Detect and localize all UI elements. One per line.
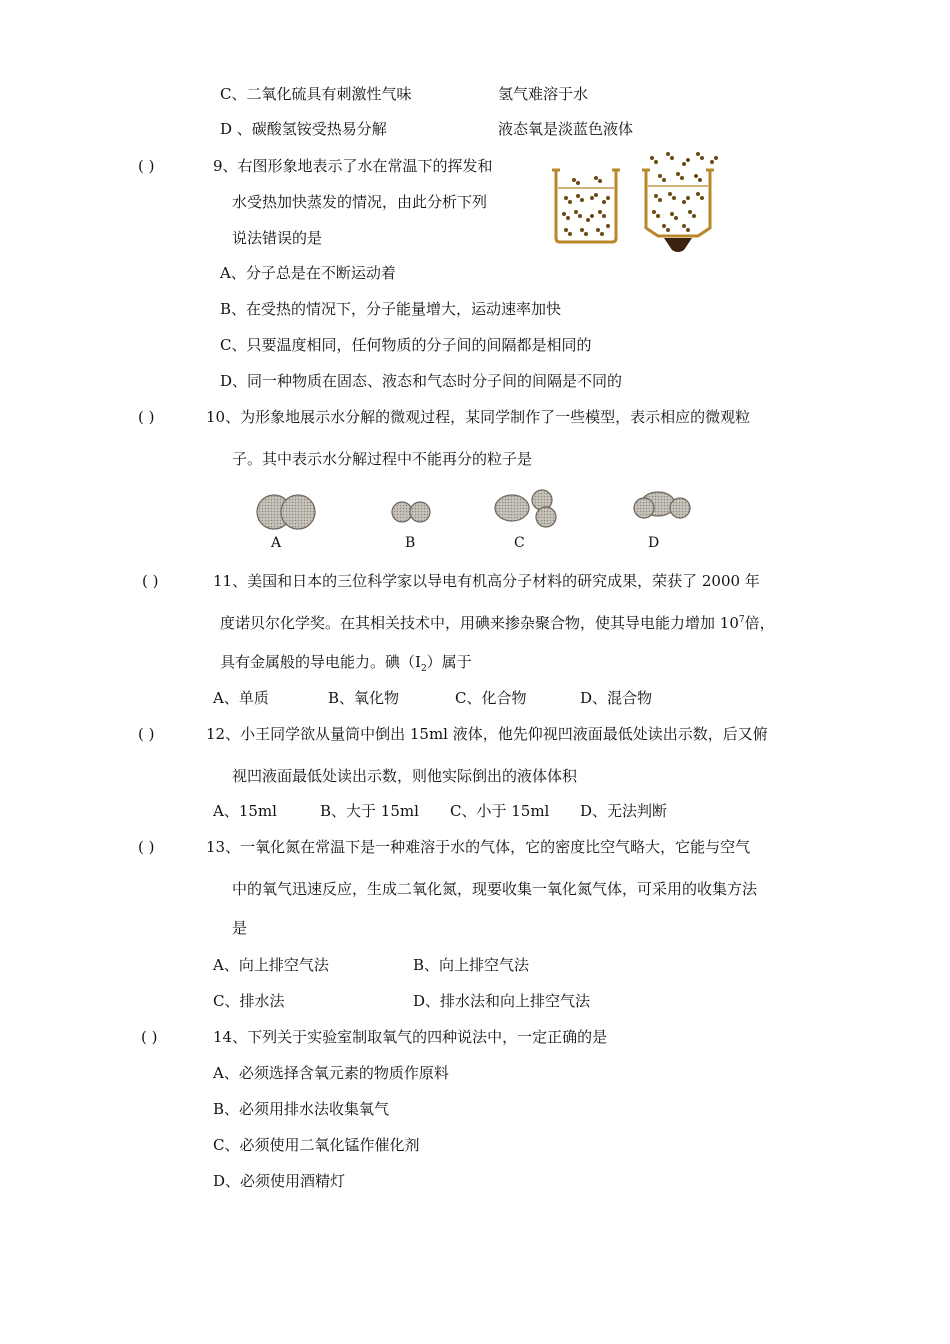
heater-flame xyxy=(664,238,692,252)
q13-option-b: B、向上排空气法 xyxy=(413,956,530,974)
q14-answer-blank: ( ) xyxy=(141,1028,158,1046)
q11-stem-line2: 度诺贝尔化学奖。在其相关技术中，用碘来掺杂聚合物，使其导电能力增加 $10^7$倍， xyxy=(220,614,775,632)
beaker-heated xyxy=(642,170,714,236)
q9-answer-blank: ( ) xyxy=(138,157,155,175)
q14-option-c: C、必须使用二氧化锰作催化剂 xyxy=(213,1136,420,1154)
model-label-d: D xyxy=(648,535,660,551)
q8-option-c-right: 氢气难溶于水 xyxy=(498,85,589,103)
model-c xyxy=(495,490,556,527)
q11-option-a: A、单质 xyxy=(213,689,269,707)
q12-option-a: A、15ml xyxy=(213,802,277,820)
q11-answer-blank: ( ) xyxy=(142,572,159,590)
q9-option-b: B、在受热的情况下，分子能量增大，运动速率加快 xyxy=(220,300,562,318)
model-label-a: A xyxy=(271,535,282,551)
q12-stem-line2: 视凹液面最低处读出示数，则他实际倒出的液体体积 xyxy=(232,767,578,785)
q13-option-a: A、向上排空气法 xyxy=(213,956,329,974)
q9-stem-line1: 9、右图形象地表示了水在常温下的挥发和 xyxy=(213,157,493,175)
q12-answer-blank: ( ) xyxy=(138,725,155,743)
q8-option-d-right: 液态氧是淡蓝色液体 xyxy=(498,120,634,138)
q14-option-d: D、必须使用酒精灯 xyxy=(213,1172,346,1190)
particle-models-figure xyxy=(240,480,710,530)
model-label-b: B xyxy=(405,535,416,551)
q10-stem-line1: 10、为形象地展示水分解的微观过程，某同学制作了一些模型，表示相应的微观粒 xyxy=(206,408,751,426)
model-a xyxy=(257,495,315,529)
q14-stem-line1: 14、下列关于实验室制取氧气的四种说法中，一定正确的是 xyxy=(213,1028,608,1046)
q11-option-b: B、氧化物 xyxy=(328,689,400,707)
q10-stem-line2: 子。其中表示水分解过程中不能再分的粒子是 xyxy=(232,450,533,468)
q13-option-d: D、排水法和向上排空气法 xyxy=(413,992,591,1010)
beaker-room-temp xyxy=(552,170,620,242)
q14-option-b: B、必须用排水法收集氧气 xyxy=(213,1100,390,1118)
q12-option-b: B、大于 15ml xyxy=(320,802,419,820)
q14-option-a: A、必须选择含氧元素的物质作原料 xyxy=(213,1064,449,1082)
q11-stem-line3: 具有金属般的导电能力。碘$(I_2)$属于 xyxy=(220,653,472,674)
q13-stem-line3: 是 xyxy=(232,919,248,937)
model-b xyxy=(392,502,430,522)
q13-stem-line1: 13、一氧化氮在常温下是一种难溶于水的气体，它的密度比空气略大，它能与空气 xyxy=(206,838,751,856)
q9-stem-line3: 说法错误的是 xyxy=(232,229,323,247)
q12-option-d: D、无法判断 xyxy=(580,802,668,820)
q12-option-c: C、小于 15ml xyxy=(450,802,550,820)
beakers-figure xyxy=(548,150,728,260)
q9-option-c: C、只要温度相同，任何物质的分子间的间隔都是相同的 xyxy=(220,336,592,354)
q9-option-a: A、分子总是在不断运动着 xyxy=(220,264,396,282)
model-label-c: C xyxy=(514,535,525,551)
q8-option-c: C、二氧化硫具有刺激性气味 xyxy=(220,85,412,103)
q11-stem-line1: 11、美国和日本的三位科学家以导电有机高分子材料的研究成果，荣获了 2000 年 xyxy=(213,572,760,590)
q13-answer-blank: ( ) xyxy=(138,838,155,856)
q11-option-c: C、化合物 xyxy=(455,689,527,707)
model-d xyxy=(634,492,690,518)
q13-option-c: C、排水法 xyxy=(213,992,285,1010)
q11-option-d: D、混合物 xyxy=(580,689,653,707)
q8-option-d: D 、碳酸氢铵受热易分解 xyxy=(220,120,387,138)
q10-answer-blank: ( ) xyxy=(138,408,155,426)
q12-stem-line1: 12、小王同学欲从量筒中倒出 15ml 液体，他先仰视凹液面最低处读出示数，后又俯 xyxy=(206,725,768,743)
q9-option-d: D、同一种物质在固态、液态和气态时分子间的间隔是不同的 xyxy=(220,372,623,390)
q13-stem-line2: 中的氧气迅速反应，生成二氧化氮，现要收集一氧化氮气体，可采用的收集方法 xyxy=(232,880,758,898)
q9-stem-line2: 水受热加快蒸发的情况，由此分析下列 xyxy=(232,193,488,211)
